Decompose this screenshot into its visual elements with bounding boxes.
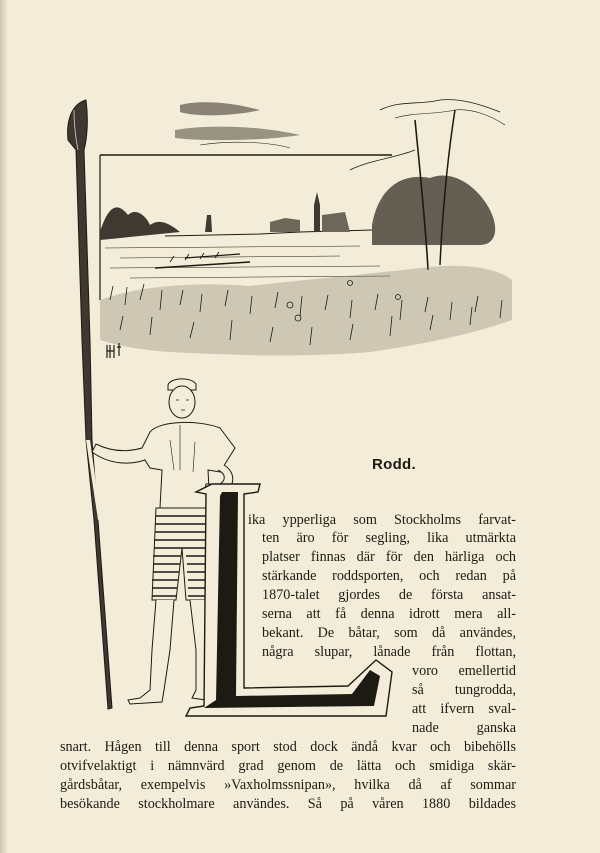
body-line-11: att ifvern sval- (412, 701, 516, 717)
body-line-3: platser finnas där för den härliga och (262, 549, 516, 565)
body-line-14: otvifvelaktigt i nämnvärd grad genom de lätta och smidiga skär- (60, 758, 516, 774)
body-line-10: så tungrodda, (412, 682, 516, 698)
body-line-4: stärkande roddsporten, och redan på (262, 568, 516, 584)
body-line-12: nade ganska (412, 720, 516, 736)
body-line-13: snart. Hågen till denna sport stod dock ändå kvar och bibehölls (60, 739, 516, 755)
artist-monogram-icon (107, 343, 121, 358)
body-line-16: besökande stockholmare användes. Så på våren 1880 bildades (60, 796, 516, 812)
body-line-9: voro emellertid (412, 663, 516, 679)
body-line-1: ika ypperliga som Stockholms farvat- (248, 512, 516, 528)
oar-icon (68, 100, 112, 709)
lake-landscape-icon (100, 100, 512, 356)
body-line-8: några slupar, lånade från flottan, (262, 644, 516, 660)
body-line-5: 1870-talet gjordes de första ansat- (262, 587, 516, 603)
body-line-6: serna att få denna idrott mera all- (262, 606, 516, 622)
body-line-2: ten äro för segling, lika utmärkta (262, 530, 516, 546)
body-line-15: gårdsbåtar, exempelvis »Vaxholmssnipan», hvilka då af sommar (60, 777, 516, 793)
article-heading: Rodd. (372, 456, 416, 473)
body-line-7: bekant. De båtar, som då användes, (262, 625, 516, 641)
